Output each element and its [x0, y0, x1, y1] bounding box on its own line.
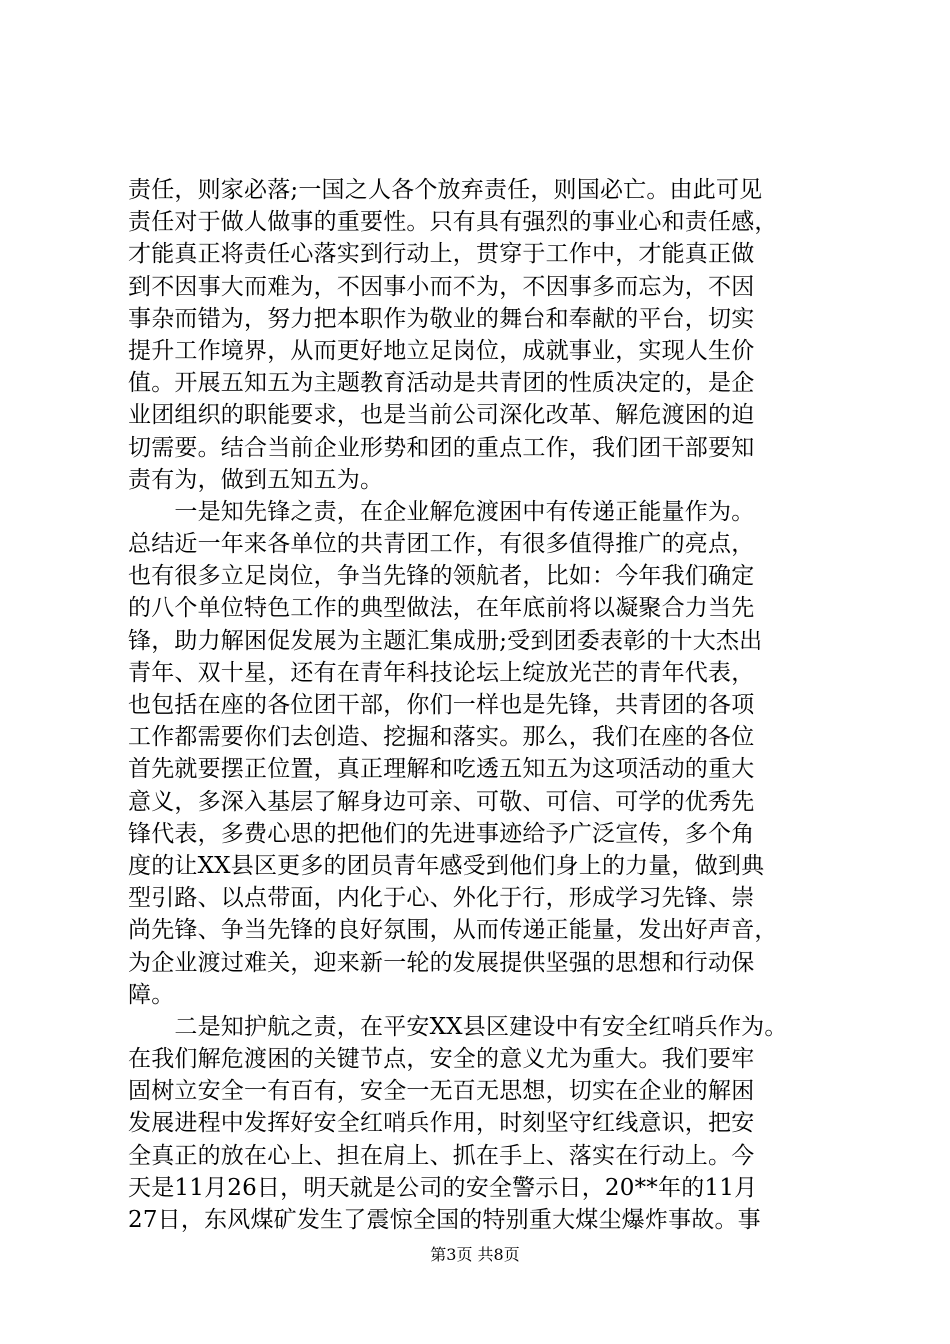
text-line: 发展进程中发挥好安全红哨兵作用，时刻坚守红线意识，把安	[128, 1110, 755, 1137]
text-line: 锋，助力解困促发展为主题汇集成册;受到团委表彰的十大杰出	[128, 627, 763, 654]
page-footer: 第3页 共8页	[430, 1245, 520, 1264]
text-line: 提升工作境界，从而更好地立足岗位，成就事业，实现人生价	[128, 337, 755, 364]
text-line: 意义，多深入基层了解身边可亲、可敬、可信、可学的优秀先	[128, 788, 755, 815]
text-line: 天是11月26日，明天就是公司的安全警示日，20**年的11月	[128, 1174, 758, 1201]
text-line: 责任，则家必落;一国之人各个放弃责任，则国必亡。由此可见	[128, 177, 763, 203]
text-line: 事杂而错为，努力把本职作为敬业的舞台和奉献的平台，切实	[128, 305, 755, 332]
body-text	[128, 174, 844, 1236]
text-line: 责有为，做到五知五为。	[128, 466, 384, 493]
text-line: 值。开展五知五为主题教育活动是共青团的性质决定的，是企	[128, 370, 755, 397]
text-line: 才能真正将责任心落实到行动上，贯穿于工作中，才能真正做	[128, 241, 755, 268]
text-line: 的八个单位特色工作的典型做法，在年底前将以凝聚合力当先	[128, 595, 755, 622]
text-line: 到不因事大而难为，不因事小而不为，不因事多而忘为，不因	[128, 273, 755, 300]
text-line: 型引路、以点带面，内化于心、外化于行，形成学习先锋、崇	[128, 885, 755, 912]
text-line: 二是知护航之责，在平安XX县区建设中有安全红哨兵作为。	[128, 1013, 788, 1040]
text-line: 也包括在座的各位团干部，你们一样也是先锋，共青团的各项	[128, 692, 755, 718]
text-line: 全真正的放在心上、担在肩上、抓在手上、落实在行动上。今	[128, 1142, 755, 1169]
text-line: 固树立安全一有百有，安全一无百无思想，切实在企业的解困	[128, 1078, 755, 1105]
text-line: 障。	[128, 981, 175, 1008]
text-line: 切需要。结合当前企业形势和团的重点工作，我们团干部要知	[128, 434, 755, 461]
text-line: 工作都需要你们去创造、挖掘和落实。那么，我们在座的各位	[128, 724, 755, 751]
text-line: 27日，东风煤矿发生了震惊全国的特别重大煤尘爆炸事故。事	[128, 1207, 761, 1233]
text-line: 首先就要摆正位置，真正理解和吃透五知五为这项活动的重大	[128, 756, 755, 783]
text-line: 青年、双十星，还有在青年科技论坛上绽放光芒的青年代表，	[128, 659, 755, 686]
text-line: 锋代表，多费心思的把他们的先进事迹给予广泛宣传，多个角	[128, 820, 755, 847]
text-line: 责任对于做人做事的重要性。只有具有强烈的事业心和责任感，	[128, 209, 778, 236]
text-line: 在我们解危渡困的关键节点，安全的意义尤为重大。我们要牢	[128, 1046, 755, 1073]
text-line: 总结近一年来各单位的共青团工作，有很多值得推广的亮点，	[128, 531, 755, 558]
text-line: 一是知先锋之责，在企业解危渡困中有传递正能量作为。	[128, 498, 755, 525]
text-line: 也有很多立足岗位，争当先锋的领航者，比如：今年我们确定	[128, 563, 755, 590]
text-line: 尚先锋、争当先锋的良好氛围，从而传递正能量，发出好声音，	[128, 917, 778, 944]
text-line: 业团组织的职能要求，也是当前公司深化改革、解危渡困的迫	[128, 402, 755, 429]
text-line: 为企业渡过难关，迎来新一轮的发展提供坚强的思想和行动保	[128, 949, 755, 976]
text-line: 度的让XX县区更多的团员青年感受到他们身上的力量，做到典	[128, 852, 765, 879]
